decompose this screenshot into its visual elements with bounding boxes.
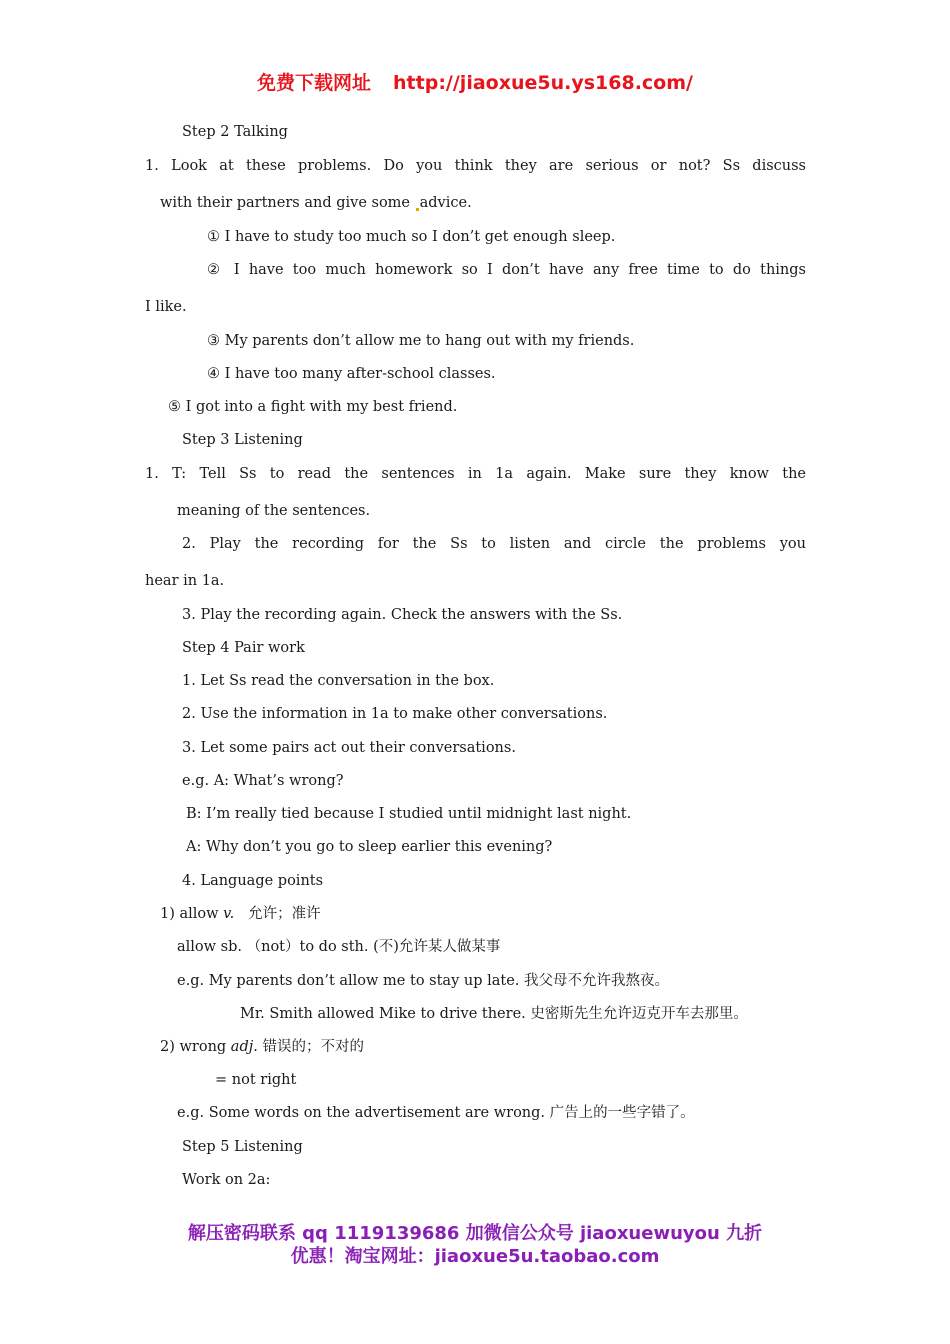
text-line: 1. Let Ss read the conversation in the box. — [182, 673, 495, 689]
text-line: allow sb. （not）to do sth. (不)允许某人做某事 — [177, 939, 501, 955]
text-line: meaning of the sentences. — [177, 503, 371, 519]
footer-line-2: 优惠！淘宝网址：jiaoxue5u.taobao.com — [290, 1246, 660, 1267]
header-url-link[interactable]: http://jiaoxue5u.ys168.com/ — [393, 72, 693, 94]
text-line: 1. Look at these problems. Do you think they are serious or not? Ss discuss — [145, 158, 806, 174]
text-line: Work on 2a: — [182, 1172, 271, 1188]
text-line: hear in 1a. — [145, 573, 225, 589]
problem-item: ③ My parents don’t allow me to hang out with my friends. — [207, 333, 635, 349]
dialog-line: e.g. A: What’s wrong? — [182, 773, 344, 789]
problem-item: ② I have too much homework so I don’t have any free time to do things — [207, 262, 806, 278]
step4-heading: Step 4 Pair work — [182, 640, 305, 656]
problem-item: ④ I have too many after-school classes. — [207, 366, 496, 382]
example-line: Mr. Smith allowed Mike to drive there. 史密斯先生允许迈克开车去那里。 — [240, 1006, 748, 1022]
marker-dot — [416, 208, 419, 211]
vocab-wrong: 2) wrong adj. 错误的；不对的 — [160, 1039, 364, 1055]
step3-heading: Step 3 Listening — [182, 432, 303, 448]
footer-line-1: 解压密码联系 qq 1119139686 加微信公众号 jiaoxuewuyou 九折 — [187, 1223, 763, 1244]
text-line: I like. — [145, 299, 187, 315]
example-line: e.g. My parents don’t allow me to stay up late. 我父母不允许我熬夜。 — [177, 973, 670, 989]
header-banner — [0, 68, 950, 95]
problem-item: ① I have to study too much so I don’t get enough sleep. — [207, 229, 616, 245]
text-line: 2. Play the recording for the Ss to listen and circle the problems you — [182, 536, 806, 552]
header-cn-text: 免费下载网址 — [257, 72, 372, 94]
text-line: 3. Let some pairs act out their conversations. — [182, 740, 516, 756]
text-line: 4. Language points — [182, 873, 324, 889]
vocab-allow: 1) allow v. 允许；准许 — [160, 906, 321, 922]
dialog-line: A: Why don’t you go to sleep earlier this evening? — [186, 839, 553, 855]
text-line: 2. Use the information in 1a to make other conversations. — [182, 706, 608, 722]
text-line: = not right — [215, 1072, 297, 1088]
example-line: e.g. Some words on the advertisement are wrong. 广告上的一些字错了。 — [177, 1105, 695, 1121]
step2-heading: Step 2 Talking — [182, 124, 288, 140]
problem-item: ⑤ I got into a fight with my best friend. — [168, 399, 458, 415]
dialog-line: B: I’m really tied because I studied until midnight last night. — [186, 806, 632, 822]
text-line: 1. T: Tell Ss to read the sentences in 1a again. Make sure they know the — [145, 466, 806, 482]
text-line: with their partners and give some advice. — [160, 195, 472, 211]
text-line: 3. Play the recording again. Check the answers with the Ss. — [182, 607, 623, 623]
step5-heading: Step 5 Listening — [182, 1139, 303, 1155]
